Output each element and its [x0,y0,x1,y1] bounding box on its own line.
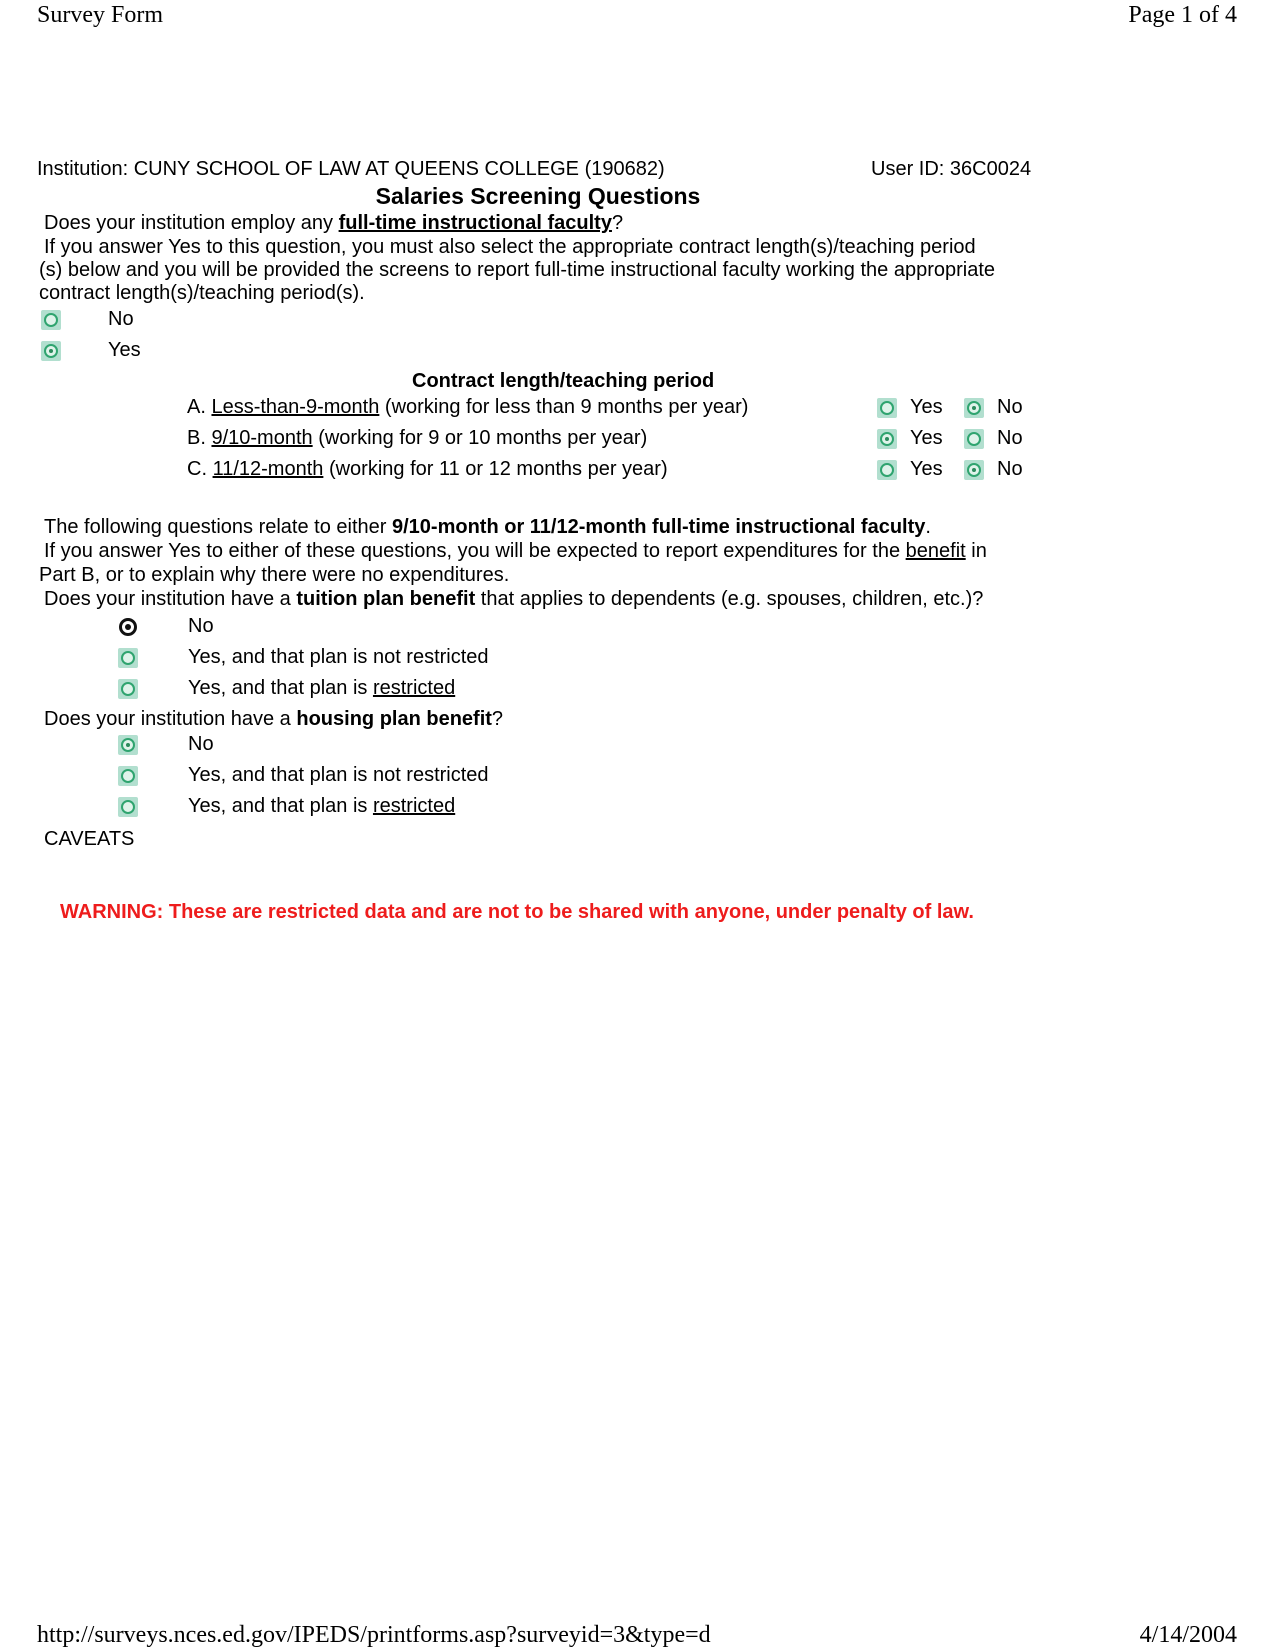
benefits-intro-suffix: . [925,516,931,538]
question-tuition-suffix: that applies to dependents (e.g. spouses, children, etc.)? [475,588,984,610]
contract-a-no-radio[interactable] [964,398,984,418]
tuition-yes-unrestricted-radio[interactable] [118,648,138,668]
less-than-9-month-link[interactable]: Less-than-9-month [211,396,380,418]
contract-row-a [187,396,748,419]
question-faculty [44,212,623,235]
warning-text: WARNING: These are restricted data and are not to be shared with anyone, under penalty of law. [60,901,974,923]
page-title: Salaries Screening Questions [375,183,701,209]
user-id-label: User ID: 36C0024 [871,158,1032,180]
benefits-note-suffix: in [965,540,987,562]
contract-a-yes-label: Yes [910,396,943,418]
faculty-yes-radio[interactable] [41,341,61,361]
contract-row-b-letter: B. [187,427,206,449]
9-10-month-link[interactable]: 9/10-month [211,427,313,449]
tuition-yes-restricted-radio[interactable] [118,679,138,699]
faculty-note-line3: contract length(s)/teaching period(s). [39,282,365,304]
tuition-no-radio[interactable] [118,617,138,637]
question-housing-suffix: ? [491,708,504,730]
print-header-title: Survey Form [37,2,163,28]
housing-no-label: No [188,733,214,755]
contract-row-c-desc: (working for 11 or 12 months per year) [328,458,668,480]
question-housing-prefix: Does your institution have a [44,708,297,730]
housing-restricted-link[interactable]: restricted [372,795,456,817]
contract-c-no-label: No [997,458,1023,480]
contract-row-a-desc: (working for less than 9 months per year) [384,396,749,418]
question-tuition [44,588,983,611]
contract-b-no-radio[interactable] [964,429,984,449]
benefits-intro-bold: 9/10-month or 11/12-month full-time instructional faculty [391,516,926,538]
faculty-note-line2: (s) below and you will be provided the screens to report full-time instructional faculty working the appropriate [39,259,996,281]
benefits-note-line2: Part B, or to explain why there were no expenditures. [39,564,510,586]
contract-row-a-letter: A. [187,396,206,418]
contract-c-yes-label: Yes [910,458,943,480]
contract-c-no-radio[interactable] [964,460,984,480]
contract-row-c-letter: C. [187,458,207,480]
faculty-term-link[interactable]: full-time instructional faculty [338,212,612,234]
housing-restricted-prefix: Yes, and that plan is [188,795,373,817]
tuition-no-label: No [188,615,214,637]
benefits-intro [44,516,931,539]
contract-row-b [187,427,647,450]
contract-b-yes-radio[interactable] [877,429,897,449]
benefit-link[interactable]: benefit [905,540,966,562]
housing-plan-term: housing plan benefit [296,708,492,730]
contract-row-c [187,458,668,481]
benefits-intro-prefix: The following questions relate to either [44,516,392,538]
print-footer-url: http://surveys.nces.ed.gov/IPEDS/printforms.asp?surveyid=3&type=d [37,1622,711,1648]
tuition-restricted-prefix: Yes, and that plan is [188,677,373,699]
contract-heading: Contract length/teaching period [412,370,715,392]
11-12-month-link[interactable]: 11/12-month [212,458,324,480]
faculty-no-label: No [108,308,134,330]
print-header-page: Page 1 of 4 [1128,2,1237,28]
question-faculty-prefix: Does your institution employ any [44,212,339,234]
housing-no-radio[interactable] [118,735,138,755]
tuition-yes-unrestricted-label: Yes, and that plan is not restricted [188,646,489,668]
tuition-plan-term: tuition plan benefit [296,588,476,610]
faculty-yes-label: Yes [108,339,141,361]
tuition-restricted-link[interactable]: restricted [372,677,456,699]
question-housing [44,708,503,731]
benefits-note-prefix: If you answer Yes to either of these questions, you will be expected to report expenditures for the [44,540,906,562]
print-footer-date: 4/14/2004 [1139,1622,1237,1648]
faculty-no-radio[interactable] [41,310,61,330]
housing-yes-unrestricted-radio[interactable] [118,766,138,786]
contract-b-no-label: No [997,427,1023,449]
housing-yes-unrestricted-label: Yes, and that plan is not restricted [188,764,489,786]
housing-yes-restricted-label [188,795,455,818]
question-faculty-suffix: ? [611,212,624,234]
institution-label: Institution: CUNY SCHOOL OF LAW AT QUEENS COLLEGE (190682) [37,158,665,180]
housing-yes-restricted-radio[interactable] [118,797,138,817]
faculty-note-line1: If you answer Yes to this question, you must also select the appropriate contract length(s)/teaching period [44,236,976,258]
contract-a-yes-radio[interactable] [877,398,897,418]
contract-b-yes-label: Yes [910,427,943,449]
contract-a-no-label: No [997,396,1023,418]
contract-c-yes-radio[interactable] [877,460,897,480]
contract-row-b-desc: (working for 9 or 10 months per year) [318,427,648,449]
tuition-yes-restricted-label [188,677,455,700]
caveats-label: CAVEATS [44,828,135,850]
question-tuition-prefix: Does your institution have a [44,588,297,610]
benefits-note-line1 [44,540,987,563]
